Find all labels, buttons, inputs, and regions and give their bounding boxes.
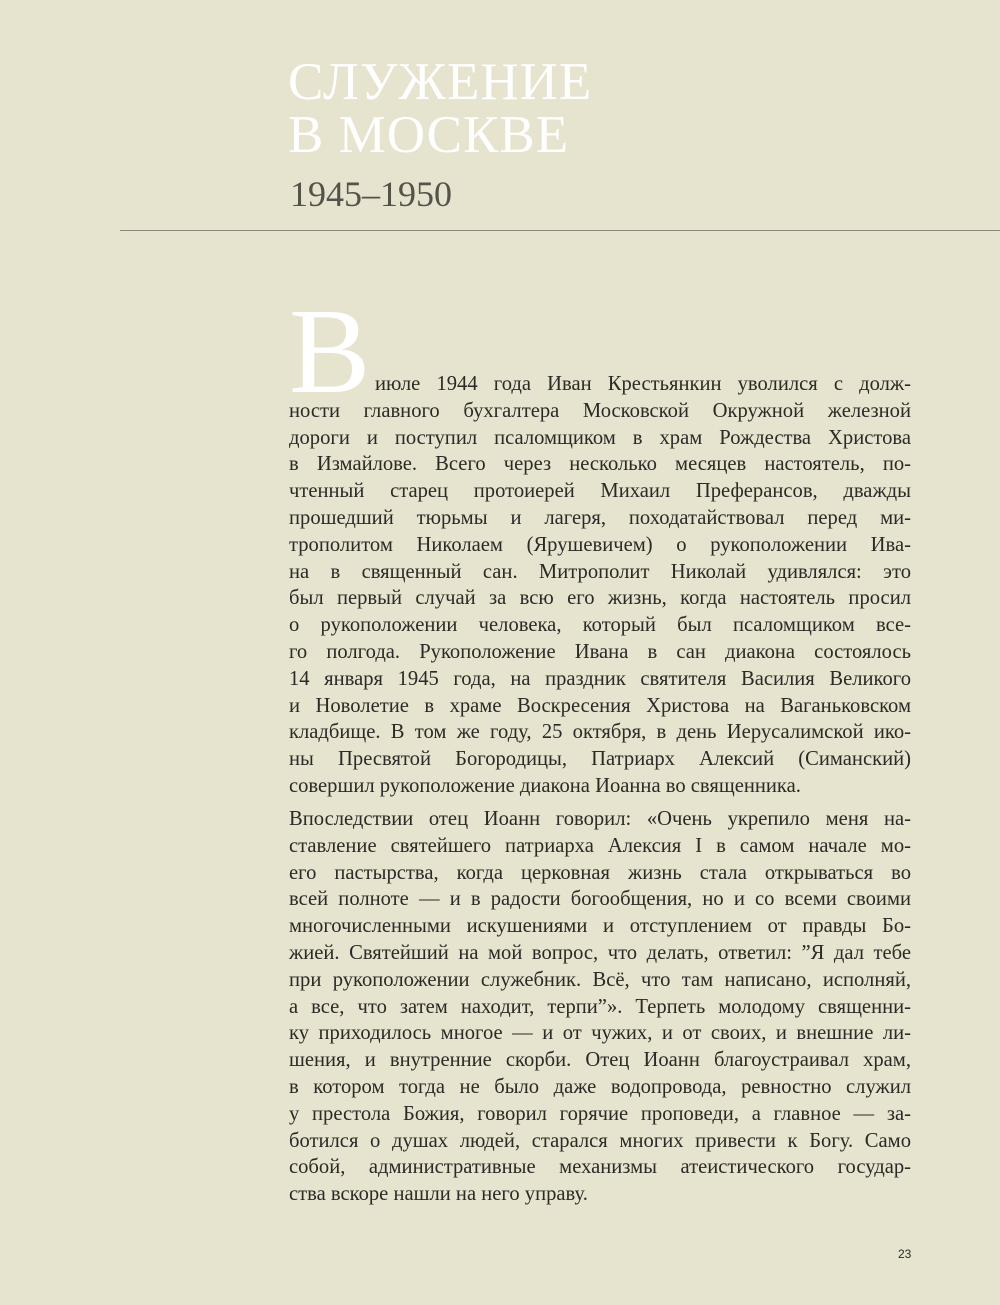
text-line: всей полноте — и в радости богообщения, но и со всеми своими (289, 888, 911, 911)
text-line: кладбище. В том же году, 25 октября, в день Иерусалимской ико- (289, 721, 911, 744)
text-line: ставление святейшего патриарха Алексия I в самом начале мо- (289, 834, 911, 857)
text-line: ботился о душах людей, старался многих привести к Богу. Само (289, 1129, 911, 1152)
paragraph-1 (289, 371, 911, 800)
chapter-title-line-1: СЛУЖЕНИЕ (288, 53, 593, 111)
text-line: о рукоположении человека, который был псаломщиком все- (289, 614, 911, 637)
chapter-title-line-2: В МОСКВЕ (288, 106, 570, 164)
chapter-title (288, 53, 593, 164)
text-line: в котором тогда не было даже водопровода, ревностно служил (289, 1075, 911, 1098)
text-line: многочисленными искушениями и отступлением от правды Бо- (289, 915, 911, 938)
text-line: собой, административные механизмы атеистического государ- (289, 1156, 911, 1179)
text-line: прошедший тюрьмы и лагеря, походатайствовал перед ми- (289, 506, 911, 529)
text-line: ны Пресвятой Богородицы, Патриарх Алексий (Симанский) (289, 748, 911, 771)
text-line: в Измайлове. Всего через несколько месяцев настоятель, по- (289, 453, 911, 476)
text-line: трополитом Николаем (Ярушевичем) о рукоположении Ива- (289, 533, 911, 556)
text-line: был первый случай за всю его жизнь, когда настоятель просил (289, 587, 911, 610)
page-number: 23 (898, 1247, 912, 1261)
text-line: совершил рукоположение диакона Иоанна во священника. (289, 774, 801, 797)
divider-rule (120, 230, 1000, 231)
paragraph-2 (289, 806, 911, 1208)
text-line: при рукоположении служебник. Всё, что там написано, исполняй, (289, 968, 911, 991)
text-line: июле 1944 года Иван Крестьянкин уволился с долж- (375, 373, 911, 395)
text-line: ку приходилось многое — и от чужих, и от своих, и внешние ли- (289, 1022, 911, 1045)
text-line: жией. Святейший на мой вопрос, что делать, ответил: ”Я дал тебе (289, 941, 911, 964)
text-line: и Новолетие в храме Воскресения Христова на Ваганьковском (289, 694, 911, 717)
text-line: ства вскоре нашли на него управу. (289, 1183, 588, 1206)
text-line: 14 января 1945 года, на праздник святителя Василия Великого (289, 667, 911, 690)
text-line: его пастырства, когда церковная жизнь стала открываться во (289, 861, 911, 884)
text-line: го полгода. Рукоположение Ивана в сан диакона состоялось (289, 640, 911, 663)
text-line: ности главного бухгалтера Московской Окружной железной (289, 399, 911, 422)
chapter-years: 1945–1950 (290, 174, 452, 214)
text-line: шения, и внутренние скорби. Отец Иоанн благоустраивал храм, (289, 1049, 911, 1072)
text-line: Впоследствии отец Иоанн говорил: «Очень укрепило меня на- (289, 808, 911, 830)
text-line: у престола Божия, говорил горячие проповеди, а главное — за- (289, 1102, 911, 1125)
text-line: чтенный старец протоиерей Михаил Преферансов, дважды (289, 480, 911, 503)
text-line: дороги и поступил псаломщиком в храм Рождества Христова (289, 426, 911, 449)
drop-cap: В (289, 284, 371, 419)
text-line: а все, что затем находит, терпи”». Терпеть молодому священни- (289, 995, 911, 1018)
text-line: на в священный сан. Митрополит Николай удивлялся: это (289, 560, 911, 583)
